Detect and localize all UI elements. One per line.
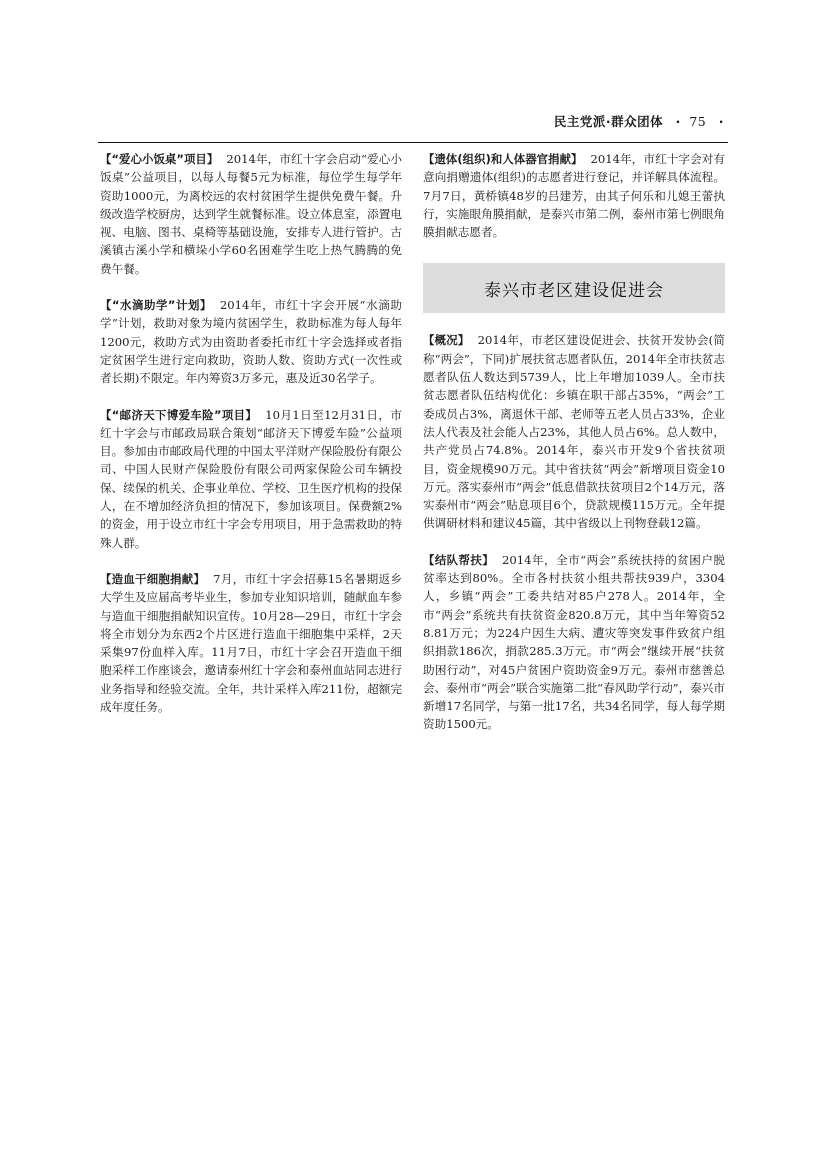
entry-body: 7月，市红十字会招募15名暑期返乡大学生及应届高考毕业生，参加专业知识培训，随献血车参与造血干细胞捐献知识宣传。10月28—29日，市红十字会将全市划分为东西2个片区进行造血干细胞集中采样，2天采集97份血样入库。11月7日，市红十字会召开造血干细胞采样工作座谈会，邀请泰州红十字会和泰州血站同志进行业务指导和经验交流。全年，共计采样入库211份，超额完成年度任务。 [100,571,402,715]
entry-heading: 【造血干细胞捐献】 [100,571,206,586]
header-section-name: 民主党派·群众团体 [553,114,664,129]
entry-heading: 【结队帮扶】 [423,552,495,567]
entry-body: 2014年，市红十字会开展“水滴助学”计划，救助对象为境内贫困学生，救助标准为每人每年1200元，救助方式为由资助者委托市红十字会选择或者指定贫困学生进行定向救助，资助人数、资助方式(一次性或者长期)不限定。年内筹资3万多元，惠及近30名学子。 [100,298,402,386]
entry-pairing-assistance [423,551,725,734]
entry-heading: 【“水滴助学”计划】 [100,298,212,313]
entry-body: 2014年，市老区建设促进会、扶贫开发协会(简称“两会”，下同)扩展扶贫志愿者队伍，2014年全市扶贫志愿者队伍人数达到5739人，比上年增加1039人。全市扶贫志愿者队伍结构优化：乡镇在职干部占35%，“两会”工委成员占3%，离退休干部、老师等五老人员占33%，企业法人代表及社会能人占23%，其他人员占6%。总人数中，共产党员占74.8%。2014年，泰兴市开发9个省扶贫项目，资金规模90万元。其中省扶贫“两会”新增项目资金10万元。落实泰州市“两会”低息借款扶贫项目2个14万元，落实泰州市“两会”贴息项目6个，贷款规模115万元。全年提供调研材料和建议45篇，其中省级以上刊物登载12篇。 [423,333,725,531]
section-title-banner: 泰兴市老区建设促进会 [423,263,725,313]
right-column [423,150,725,734]
left-column [100,150,402,716]
entry-water-drop [100,296,402,387]
entry-body: 10月1日至12月31日，市红十字会与市邮政局联合策划“邮济天下博爱车险”公益项目。参加由市邮政局代理的中国太平洋财产保险股份有限公司、中国人民财产保险股份有限公司两家保险公司车辆投保、续保的机关、企事业单位、学校、卫生医疗机构的投保人，在不增加经济负担的情况下，参加该项目。保费额2%的资金，用于设立市红十字会专用项目，用于急需救助的特殊人群。 [100,407,402,550]
header-dot-after: · [718,114,724,129]
entry-car-insurance [100,406,402,552]
entry-love-lunch [100,150,402,278]
entry-stem-cell [100,570,402,716]
entry-heading: 【遗体(组织)和人体器官捐献】 [423,152,583,166]
entry-overview [423,331,725,532]
header-dot: · [675,114,681,129]
entry-heading: 【概况】 [423,333,470,348]
entry-heading: 【“爱心小饭桌”项目】 [100,152,219,166]
running-header [0,112,728,136]
entry-organ-donation [423,150,725,241]
entry-body: 2014年，全市“两会”系统扶持的贫困户脱贫率达到80%。全市各村扶贫小组共帮扶939户，3304人，乡镇“两会”工委共结对85户278人。2014年，全市“两会”系统共有扶贫资金820.8万元，其中当年筹资528.81万元；为224户因生大病、遭灾等突发事件致贫户组织捐款186次，捐款285.3万元。市“两会”继续开展“扶贫助困行动”，对45户贫困户资助资金9万元。泰州市慈善总会、泰州市“两会”联合实施第二批“春风助学行动”，泰兴市新增17名同学，与第一批17名，共34名同学，每人每学期资助1500元。 [423,552,725,732]
entry-body: 2014年，市红十字会对有意向捐赠遗体(组织)的志愿者进行登记，并详解具体流程。7月7日，黄桥镇48岁的吕建芳，由其子何乐和儿媳王蕾执行，实施眼角膜捐献，是泰兴市第二例，泰州市第七例眼角膜捐献志愿者。 [423,152,725,240]
entry-body: 2014年，市红十字会启动“爱心小饭桌”公益项目，以每人每餐5元为标准，每位学生每学年资助1000元，为离校远的农村贫困学生提供免费午餐。升级改造学校厨房，达到学生就餐标准。设立体息室，添置电视、电脑、图书、桌椅等基础设施，安排专人进行管护。古溪镇古溪小学和横垛小学60名困难学生吃上热气腾腾的免费午餐。 [100,152,402,276]
entry-heading: 【“邮济天下博爱车险”项目】 [100,407,258,422]
header-rule [98,142,728,143]
page-number: 75 [689,114,707,129]
